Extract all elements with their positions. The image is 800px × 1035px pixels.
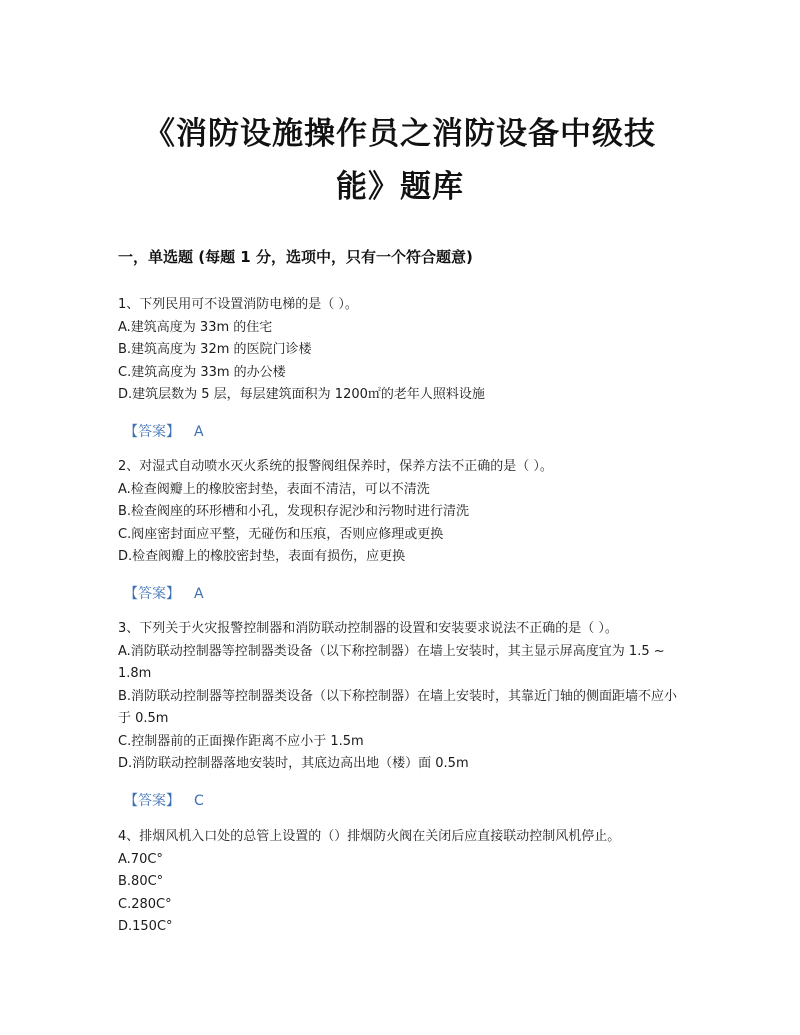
answer-value: A [194,585,204,602]
option-c: C.280C° [118,896,172,912]
question-stem: 2、对湿式自动喷水灭火系统的报警阀组保养时，保养方法不正确的是（ ）。 [118,459,553,474]
option-c: C.建筑高度为 33m 的办公楼 [118,364,286,380]
document-title-line-2: 能》题库 [336,169,464,205]
option-c: C.阀座密封面应平整，无碰伤和压痕，否则应修理或更换 [118,526,444,542]
answer-value: A [194,423,204,440]
option-d: D.150C° [118,919,173,934]
option-a: A.检查阀瓣上的橡胶密封垫，表面不清洁，可以不清洗 [118,481,430,497]
question-stem: 1、下列民用可不设置消防电梯的是（ ）。 [118,297,358,312]
option-d: D.建筑层数为 5 层，每层建筑面积为 1200㎡的老年人照料设施 [118,387,485,402]
option-b: B.80C° [118,874,164,889]
question-4 [118,826,688,939]
answer-label: 【答案】 [124,585,180,602]
option-a: A.70C° [118,851,163,867]
section-heading: 一，单选题 (每题 1 分，选项中，只有一个符合题意) [118,248,473,266]
answer-label: 【答案】 [124,792,180,809]
answer-line [118,421,688,443]
answer-line [118,790,688,812]
option-d: D.消防联动控制器落地安装时，其底边高出地（楼）面 0.5m [118,756,469,771]
answer-line [118,583,688,605]
answer-value: C [194,792,204,809]
document-title [100,108,700,214]
question-2 [118,456,688,605]
question-3 [118,618,688,812]
question-stem: 3、下列关于火灾报警控制器和消防联动控制器的设置和安装要求说法不正确的是（ ）。 [118,621,618,636]
question-stem: 4、排烟风机入口处的总管上设置的（）排烟防火阀在关闭后应直接联动控制风机停止。 [118,829,621,844]
option-c: C.控制器前的正面操作距离不应小于 1.5m [118,733,364,749]
answer-label: 【答案】 [124,423,180,440]
option-a: A.建筑高度为 33m 的住宅 [118,319,273,335]
question-1 [118,294,688,443]
document-title-line-1: 《消防设施操作员之消防设备中级技 [144,116,656,152]
option-b: B.检查阀座的环形槽和小孔，发现积存泥沙和污物时进行清洗 [118,504,470,519]
option-b: B.消防联动控制器等控制器类设备（以下称控制器）在墙上安装时，其靠近门轴的侧面距墙不应小于 0.5m [118,688,678,726]
option-b: B.建筑高度为 32m 的医院门诊楼 [118,342,312,357]
option-d: D.检查阀瓣上的橡胶密封垫，表面有损伤，应更换 [118,549,406,564]
option-a: A.消防联动控制器等控制器类设备（以下称控制器）在墙上安装时，其主显示屏高度宜为 1.5 ~ 1.8m [118,643,665,681]
